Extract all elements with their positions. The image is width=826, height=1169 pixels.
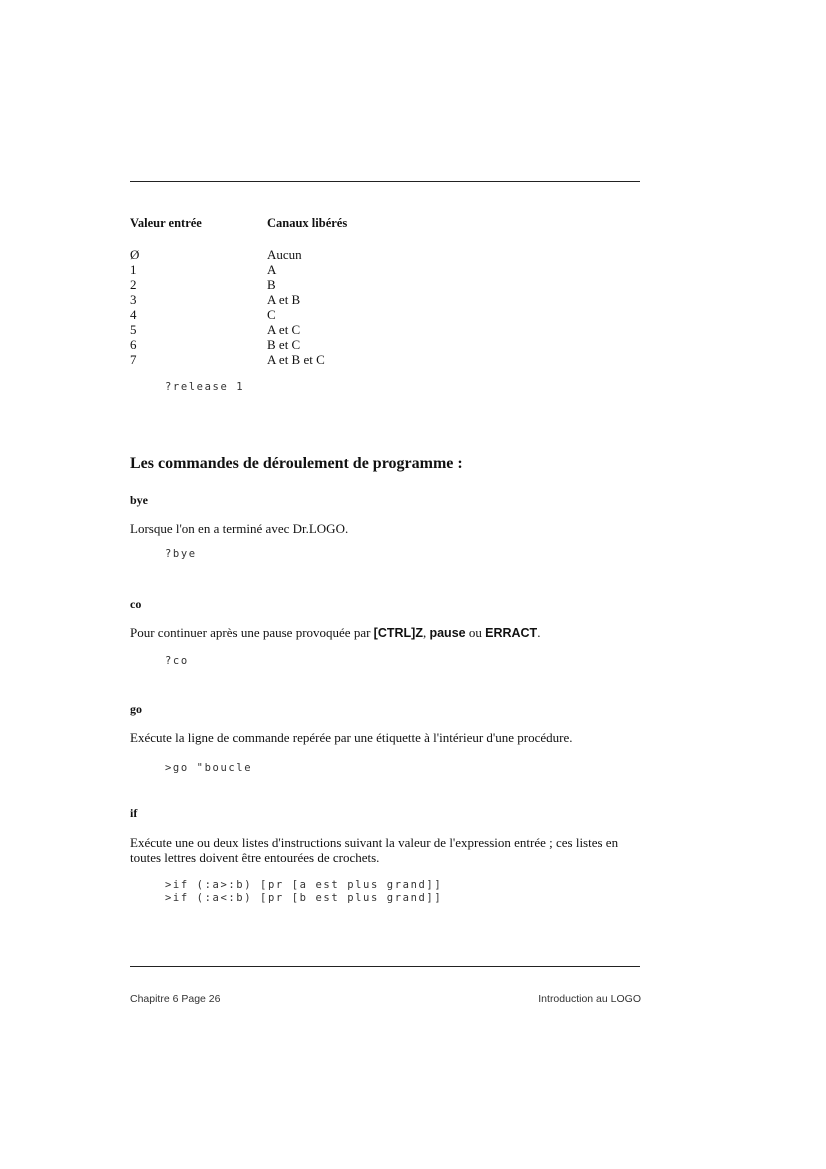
- command-co-name: co: [130, 597, 142, 611]
- row-value: 4: [130, 307, 137, 322]
- co-separator-1: ,: [422, 625, 430, 640]
- command-bye-description: Lorsque l'on en a terminé avec Dr.LOGO.: [130, 521, 349, 536]
- footer-chapter-page: Chapitre 6 Page 26: [130, 993, 221, 1005]
- command-if-example-2: >if (:a<:b) [pr [b est plus grand]]: [165, 892, 443, 904]
- command-if-name: if: [130, 806, 138, 820]
- command-go-example: >go "boucle: [165, 762, 253, 774]
- section-title: Les commandes de déroulement de programme :: [130, 455, 463, 472]
- command-go-description: Exécute la ligne de commande repérée par une étiquette à l'intérieur d'une procédure.: [130, 730, 573, 745]
- keyword-ctrl-z: [CTRL]Z: [373, 626, 423, 640]
- row-value: 2: [130, 277, 137, 292]
- table-row: [130, 262, 530, 277]
- row-channels: A: [267, 262, 277, 277]
- footer-book-title: Introduction au LOGO: [538, 993, 641, 1005]
- keyword-pause: pause: [429, 626, 466, 640]
- row-value: 5: [130, 322, 137, 337]
- row-value: 3: [130, 292, 137, 307]
- command-bye-name: bye: [130, 493, 148, 507]
- table-row: [130, 352, 530, 367]
- command-co-description: [130, 625, 645, 641]
- table-row: [130, 247, 530, 262]
- row-channels: C: [267, 307, 276, 322]
- table-rows: [130, 247, 530, 367]
- row-channels: A et C: [267, 322, 301, 337]
- release-example: ?release 1: [165, 381, 245, 393]
- table-row: [130, 292, 530, 307]
- row-channels: A et B et C: [267, 352, 325, 367]
- table-row: [130, 337, 530, 352]
- co-separator-2: ou: [465, 625, 486, 640]
- row-channels: B: [267, 277, 276, 292]
- column-header-channels: Canaux libérés: [267, 216, 348, 230]
- row-channels: B et C: [267, 337, 301, 352]
- keyword-erract: ERRACT: [485, 626, 538, 640]
- row-value: 1: [130, 262, 137, 277]
- command-go-name: go: [130, 702, 142, 716]
- co-description-after: .: [537, 625, 541, 640]
- table-row: [130, 277, 530, 292]
- command-if-description: Exécute une ou deux listes d'instructions suivant la valeur de l'expression entrée ; ces listes en toutes lettres doivent être entourées de crochets.: [130, 835, 619, 865]
- row-channels: Aucun: [267, 247, 302, 262]
- row-channels: A et B: [267, 292, 301, 307]
- table-row: [130, 307, 530, 322]
- top-rule: [130, 181, 640, 182]
- table-row: [130, 322, 530, 337]
- bottom-rule: [130, 966, 640, 967]
- command-co-example: ?co: [165, 655, 189, 667]
- row-value: 6: [130, 337, 137, 352]
- command-bye-example: ?bye: [165, 548, 197, 560]
- command-if-example-1: >if (:a>:b) [pr [a est plus grand]]: [165, 879, 443, 891]
- column-header-value: Valeur entrée: [130, 216, 202, 230]
- row-value: Ø: [130, 247, 140, 262]
- co-description-before: Pour continuer après une pause provoquée par: [130, 625, 374, 640]
- row-value: 7: [130, 352, 137, 367]
